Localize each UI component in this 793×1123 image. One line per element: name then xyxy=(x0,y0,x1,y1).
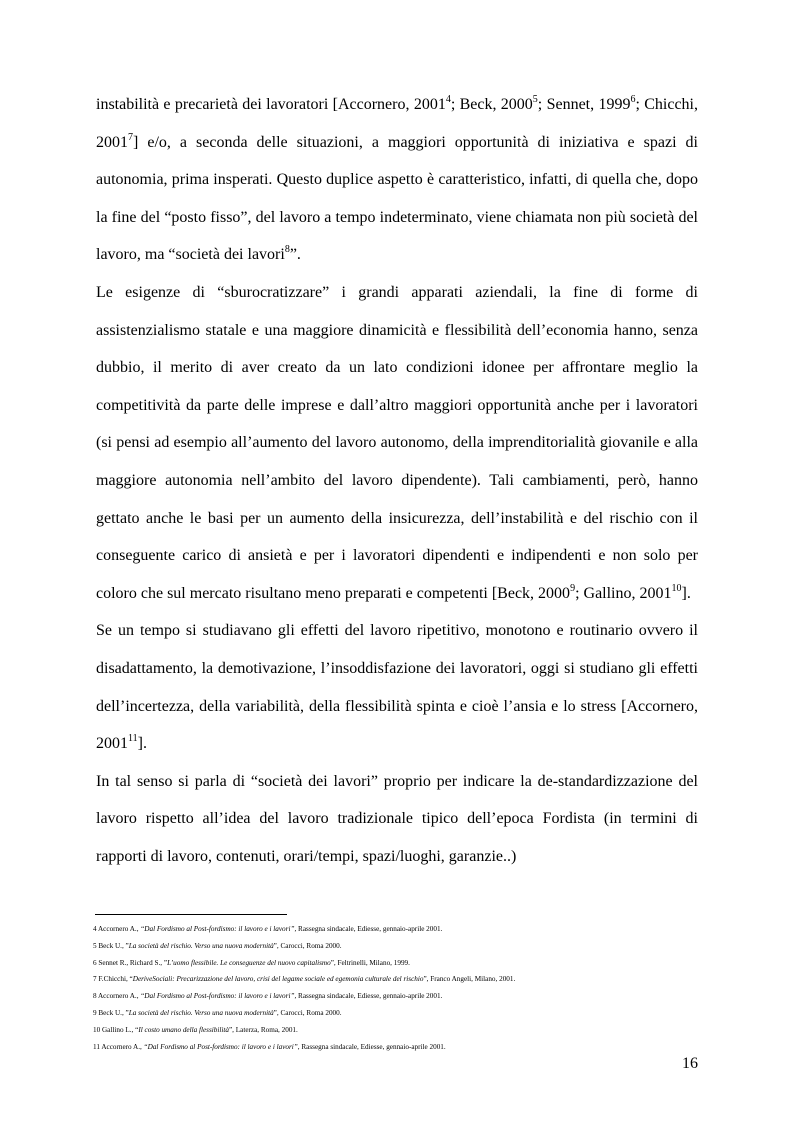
text-run: ”, Carocci, Roma 2000. xyxy=(273,941,342,950)
text-run: 6 Sennet R., Richard S., ” xyxy=(93,958,168,967)
text-run: ; Gallino, 2001 xyxy=(575,584,672,602)
text-run: , Rassegna sindacale, Ediesse, gennaio-aprile 2001. xyxy=(297,1042,446,1051)
cited-title: La società del rischio. Verso una nuova modernità xyxy=(128,1008,274,1017)
footnote-8 xyxy=(93,988,713,1005)
cited-title: L’uomo flessibile. Le conseguenze del nuovo capitalismo xyxy=(167,958,331,967)
document-body xyxy=(96,86,698,875)
text-run: 11 Accornero A., xyxy=(93,1042,144,1051)
text-run: 8 Accornero A., xyxy=(93,992,141,1001)
footnote-reference: 10 xyxy=(671,582,682,594)
text-run: ; Chicchi, 2001 xyxy=(96,96,698,151)
footnote-6 xyxy=(93,955,713,972)
footnote-separator xyxy=(95,914,287,915)
text-run: ”, Laterza, Roma, 2001. xyxy=(228,1025,298,1034)
footnote-9 xyxy=(93,1005,713,1022)
text-run: ] e/o, a seconda delle situazioni, a maggiori opportunità di iniziativa e spazi di autonomia, prima insperati. Questo duplice aspetto è caratteristico, infatti, di quella che, dopo la fine del “posto fisso”, del lavoro a tempo indeterminato, viene chiamata non più società del lavoro, ma “società dei lavori xyxy=(96,133,698,264)
text-run: 7 F.Chicchi, “ xyxy=(93,975,133,984)
footnote-7 xyxy=(93,971,713,988)
footnote-5 xyxy=(93,938,713,955)
text-run: ]. xyxy=(137,735,147,753)
footnote-reference: 4 xyxy=(445,94,451,105)
cited-title: La società del rischio. Verso una nuova modernità xyxy=(128,941,274,950)
text-run: ”, Feltrinelli, Milano, 1999. xyxy=(330,958,410,967)
text-run: ; Beck, 2000 xyxy=(450,96,533,113)
body-paragraph-3 xyxy=(96,612,698,762)
text-run: , Rassegna sindacale, Ediesse, gennaio-aprile 2001. xyxy=(294,992,443,1001)
body-paragraph-2 xyxy=(96,274,698,612)
footnote-10 xyxy=(93,1022,713,1039)
footnote-reference: 9 xyxy=(570,582,576,594)
page-number: 16 xyxy=(682,1055,698,1072)
text-run: 9 Beck U., ” xyxy=(93,1008,129,1017)
body-paragraph-4 xyxy=(96,763,698,876)
text-run: ”, Carocci, Roma 2000. xyxy=(273,1008,342,1017)
footnote-reference: 7 xyxy=(128,131,133,143)
footnote-4 xyxy=(93,921,713,938)
footnotes xyxy=(93,921,713,1055)
text-run: 4 Accornero A., xyxy=(93,925,141,933)
text-run: instabilità e precarietà dei lavoratori [Accornero, 2001 xyxy=(96,96,446,113)
footnote-reference: 8 xyxy=(284,244,290,256)
text-run: ; Sennet, 1999 xyxy=(537,96,631,113)
cited-title: Il costo umano della flessibilità xyxy=(138,1025,229,1034)
text-run: Se un tempo si studiavano gli effetti del lavoro ripetitivo, monotono e routinario ovvero il disadattamento, la demotivazione, l’insoddisfazione dei lavoratori, oggi si studiano gli effetti dell’incertezza, della variabilità, della flessibilità spinta e cioè l’ansia e lo stress [Accornero, 2001 xyxy=(96,622,698,753)
cited-title: “Dal Fordismo al Post-fordismo: il lavoro e i lavori” xyxy=(140,992,295,1001)
body-paragraph-1 xyxy=(96,86,698,274)
text-run: , Rassegna sindacale, Ediesse, gennaio-aprile 2001. xyxy=(294,925,443,933)
footnote-reference: 11 xyxy=(128,733,138,745)
footnote-reference: 6 xyxy=(630,94,636,105)
cited-title: DeriveSociali: Precarizzazione del lavoro, crisi del legame sociale ed egemonia culturale del rischio xyxy=(132,975,424,984)
cited-title: “Dal Fordismo al Post-fordismo: il lavoro e i lavori” xyxy=(140,925,295,933)
cited-title: “Dal Fordismo al Post-fordismo: il lavoro e i lavori” xyxy=(143,1042,298,1051)
text-run: 10 Gallino L., “ xyxy=(93,1025,139,1034)
footnote-11 xyxy=(93,1039,713,1056)
text-run: ”, Franco Angeli, Milano, 2001. xyxy=(423,975,516,984)
text-run: ”. xyxy=(289,246,301,264)
text-run: Le esigenze di “sburocratizzare” i grandi apparati aziendali, la fine di forme di assistenzialismo statale e una maggiore dinamicità e flessibilità dell’economia hanno, senza dubbio, il merito di aver creato da un lato condizioni idonee per affrontare meglio la competitività da parte delle imprese e dall’altro maggiori opportunità anche per i lavoratori (si pensi ad esempio all’aumento del lavoro autonomo, della imprenditorialità giovanile e alla maggiore autonomia nell’ambito del lavoro dipendente). Tali cambiamenti, però, hanno gettato anche le basi per un aumento della insicurezza, dell’instabilità e del rischio con il conseguente carico di ansietà e per i lavoratori dipendenti e indipendenti e non solo per coloro che sul mercato risultano meno preparati e competenti [Beck, 2000 xyxy=(96,283,698,602)
text-run: 5 Beck U., ” xyxy=(93,941,129,950)
text-run: ]. xyxy=(681,584,691,602)
text-run: In tal senso si parla di “società dei lavori” proprio per indicare la de-standardizzazione del lavoro rispetto all’idea del lavoro tradizionale tipico dell’epoca Fordista (in termini di rapporti di lavoro, contenuti, orari/tempi, spazi/luoghi, garanzie..) xyxy=(96,772,698,865)
footnote-reference: 5 xyxy=(532,94,538,105)
